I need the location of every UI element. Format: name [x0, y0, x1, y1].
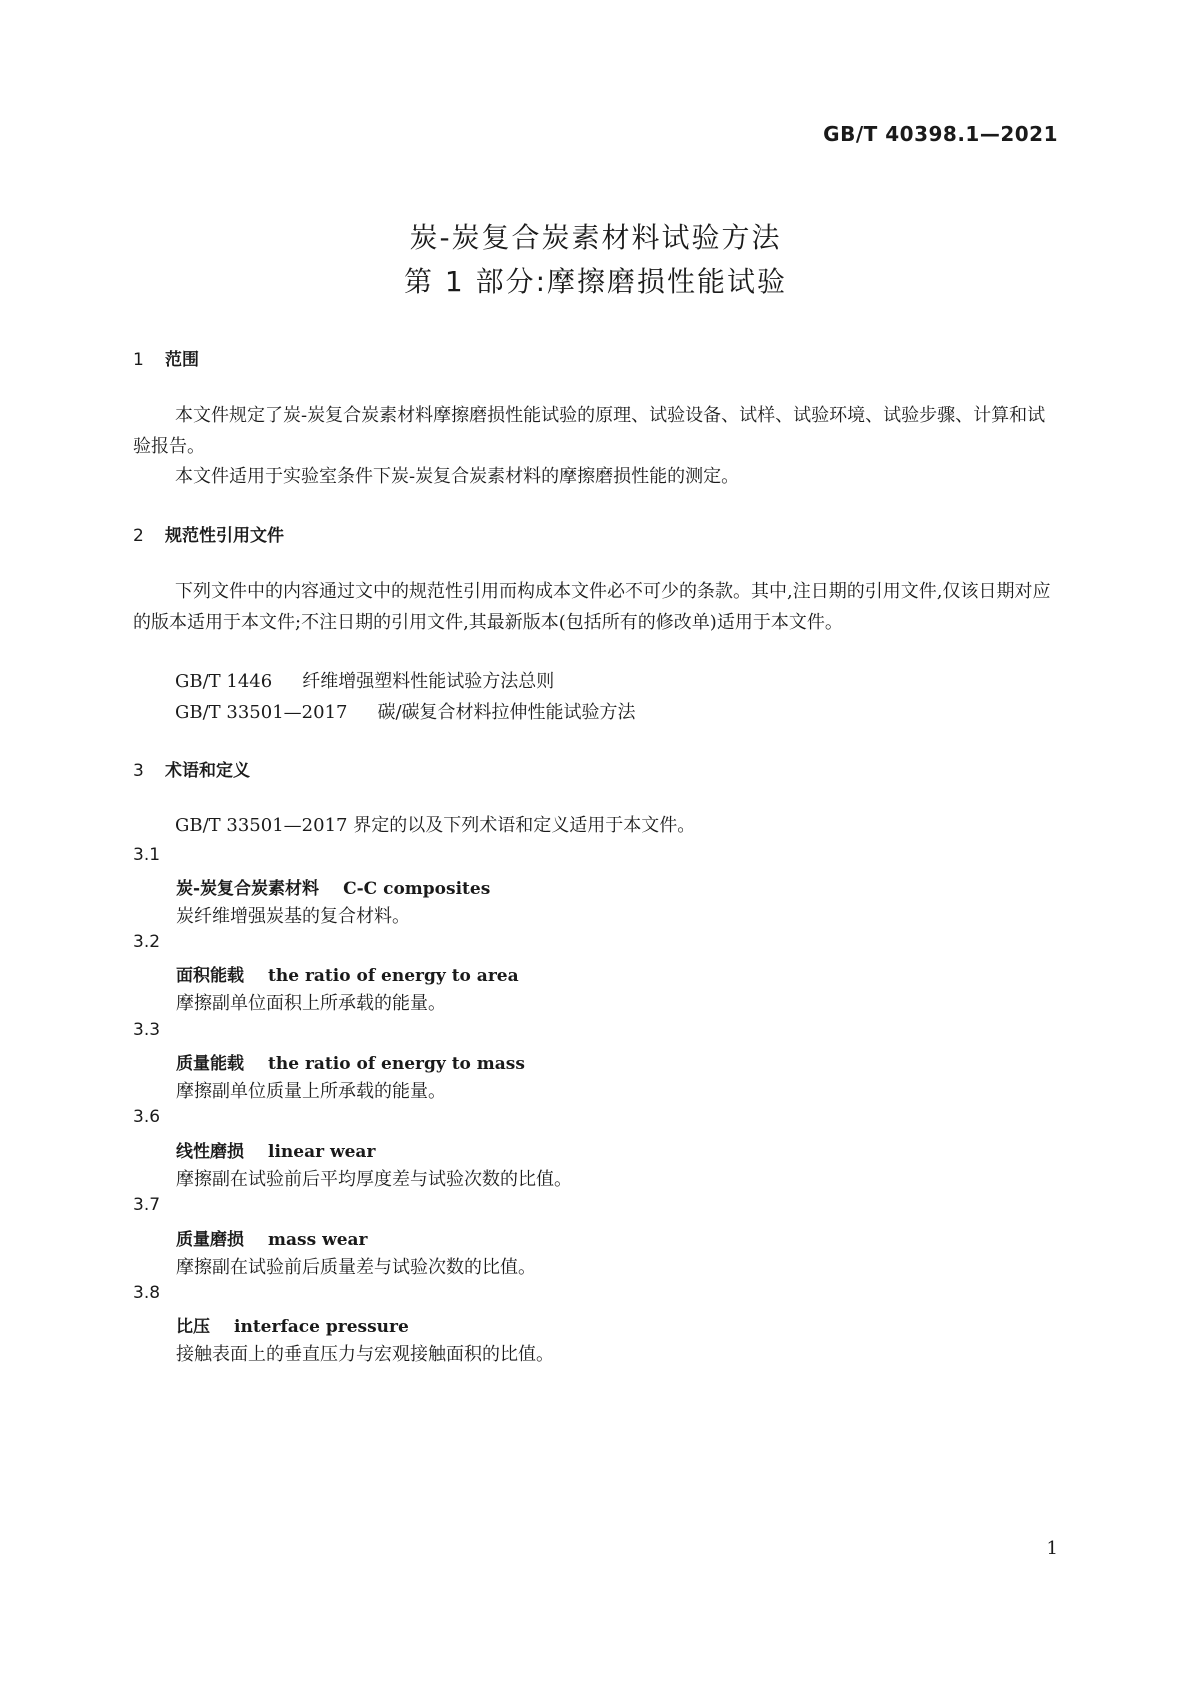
term-definition: 摩擦副单位面积上所承载的能量。 [176, 993, 446, 1014]
standard-number: GB/T 40398.1—2021 [823, 122, 1058, 146]
term-name [176, 1225, 368, 1250]
normative-refs-intro: 下列文件中的内容通过文中的规范性引用而构成本文件必不可少的条款。其中,注日期的引用文件,仅该日期对应的版本适用于本文件;不注日期的引用文件,其最新版本(包括所有的修改单)适用于本文件。 [133, 581, 1051, 633]
term-zh: 面积能载 [176, 966, 244, 986]
term-definition: 摩擦副在试验前后平均厚度差与试验次数的比值。 [176, 1169, 572, 1190]
section-number: 3 [133, 761, 144, 781]
section-heading-scope [133, 345, 199, 370]
term-zh: 比压 [176, 1317, 210, 1337]
reference-title: 碳/碳复合材料拉伸性能试验方法 [377, 702, 636, 723]
scope-paragraph-1: 本文件规定了炭-炭复合炭素材料摩擦磨损性能试验的原理、试验设备、试样、试验环境、试验步骤、计算和试验报告。 [133, 405, 1046, 457]
term-definition: 摩擦副单位质量上所承载的能量。 [176, 1081, 446, 1102]
term-en: interface pressure [234, 1317, 409, 1337]
reference-code: GB/T 33501—2017 [175, 702, 348, 723]
section-heading-normative-references [133, 521, 284, 546]
term-en: mass wear [268, 1230, 368, 1250]
term-zh: 质量能载 [176, 1054, 244, 1074]
terms-intro: GB/T 33501—2017 界定的以及下列术语和定义适用于本文件。 [175, 815, 696, 836]
term-number: 3.7 [133, 1195, 161, 1215]
term-definition: 摩擦副在试验前后质量差与试验次数的比值。 [176, 1257, 536, 1278]
term-name [176, 1137, 375, 1162]
term-en: the ratio of energy to area [268, 966, 519, 986]
term-name [176, 1312, 409, 1337]
section-heading-terms [133, 756, 250, 781]
title-line-2: 第 1 部分:摩擦磨损性能试验 [403, 265, 788, 298]
reference-title: 纤维增强塑料性能试验方法总则 [302, 671, 555, 692]
term-definition: 接触表面上的垂直压力与宏观接触面积的比值。 [176, 1344, 554, 1365]
term-number: 3.2 [133, 932, 161, 952]
section-number: 1 [133, 350, 144, 370]
term-name [176, 874, 490, 899]
title-line-1: 炭-炭复合炭素材料试验方法 [409, 221, 782, 254]
term-number: 3.1 [133, 845, 161, 865]
section-number: 2 [133, 526, 144, 546]
page-number: 1 [1046, 1538, 1058, 1559]
term-zh: 质量磨损 [176, 1230, 244, 1250]
section-title: 术语和定义 [165, 761, 250, 781]
term-en: linear wear [268, 1142, 376, 1162]
term-en: the ratio of energy to mass [268, 1054, 525, 1074]
reference-item [175, 698, 636, 724]
term-name [176, 961, 519, 986]
section-title: 范围 [165, 350, 199, 370]
term-definition: 炭纤维增强炭基的复合材料。 [176, 906, 410, 927]
term-zh: 线性磨损 [176, 1142, 244, 1162]
reference-code: GB/T 1446 [175, 671, 273, 692]
term-number: 3.6 [133, 1107, 161, 1127]
term-zh: 炭-炭复合炭素材料 [176, 879, 320, 899]
term-name [176, 1049, 525, 1074]
document-title [0, 216, 1191, 304]
reference-item [175, 667, 554, 693]
scope-paragraph-2: 本文件适用于实验室条件下炭-炭复合炭素材料的摩擦磨损性能的测定。 [175, 466, 740, 487]
term-en: C-C composites [343, 879, 491, 899]
term-number: 3.8 [133, 1283, 161, 1303]
section-title: 规范性引用文件 [165, 526, 284, 546]
term-number: 3.3 [133, 1020, 161, 1040]
